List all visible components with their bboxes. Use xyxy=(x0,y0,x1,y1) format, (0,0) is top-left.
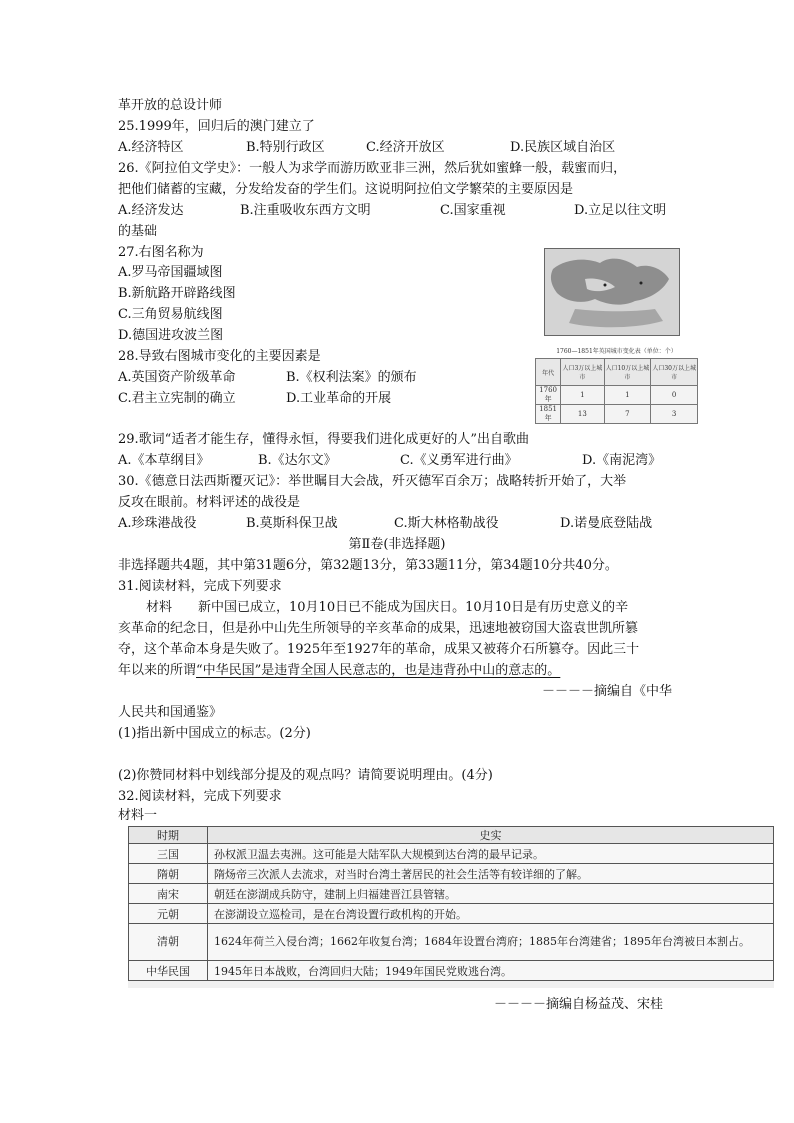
table-row xyxy=(129,924,774,961)
table-header-row xyxy=(129,827,774,844)
table-cell: 7 xyxy=(604,405,651,424)
table-row xyxy=(129,884,774,904)
question-32: 32.阅读材料，完成下列要求 xyxy=(118,789,282,804)
table-row xyxy=(129,904,774,924)
question-27: 27.右图名称为 xyxy=(118,245,204,260)
table-header: 人口10万以上城市 xyxy=(604,359,651,386)
table-header: 时期 xyxy=(129,827,208,844)
option-27-c: C.三角贸易航线图 xyxy=(118,307,223,322)
table-header-row xyxy=(536,359,698,386)
option-26-b: B.注重吸收东西方文明 xyxy=(240,203,371,218)
option-28-a: A.英国资产阶级革命 xyxy=(118,370,236,385)
question-26-cont: 把他们储蓄的宝藏，分发给发奋的学生们。这说明阿拉伯文学繁荣的主要原因是 xyxy=(118,182,574,197)
question-31: 31.阅读材料，完成下列要求 xyxy=(118,579,282,594)
option-25-c: C.经济开放区 xyxy=(366,140,445,155)
option-29-b: B.《达尔文》 xyxy=(258,453,337,468)
table-cell: 1 xyxy=(604,386,651,405)
table-cell: 13 xyxy=(561,405,604,424)
table-row xyxy=(536,386,698,405)
underlined-text: “中华民国”是违背全国人民意志的，也是违背孙中山的意志的。 xyxy=(196,663,561,678)
table-cell: 南宋 xyxy=(129,884,208,904)
option-30-a: A.珍珠港战役 xyxy=(118,516,197,531)
option-28-c: C.君主立宪制的确立 xyxy=(118,391,236,406)
option-27-a: A.罗马帝国疆域图 xyxy=(118,265,223,280)
table-cell: 1760年 xyxy=(536,386,561,405)
option-27-d: D.德国进攻波兰图 xyxy=(118,328,224,343)
option-25-a: A.经济特区 xyxy=(118,140,184,155)
sub-question-2: (2)你赞同材料中划线部分提及的观点吗？请简要说明理由。(4分) xyxy=(118,768,493,783)
table-cell: 隋朝 xyxy=(129,864,208,884)
option-25-d: D.民族区域自治区 xyxy=(510,140,616,155)
section-instructions: 非选择题共4题，其中第31题6分，第32题13分，第33题11分，第34题10分共40分。 xyxy=(118,558,618,573)
table-header: 人口3万以上城市 xyxy=(561,359,604,386)
question-26: 26.《阿拉伯文学史》：一般人为求学而游历欧亚非三洲，然后犹如蜜蜂一般，载蜜而归， xyxy=(118,161,627,176)
source-citation: －－－－摘编自《中华 xyxy=(542,684,673,699)
table-cell: 在澎湖设立巡检司，是在台湾设置行政机构的开始。 xyxy=(208,904,774,924)
table-cell: 3 xyxy=(651,405,698,424)
option-29-a: A.《本草纲目》 xyxy=(118,453,210,468)
table-cell: 元朝 xyxy=(129,904,208,924)
option-30-d: D.诺曼底登陆战 xyxy=(560,516,653,531)
option-26-d: D.立足以往文明 xyxy=(574,203,667,218)
table-cell: 孙权派卫温去夷洲。这可能是大陆军队大规模到达台湾的最早记录。 xyxy=(208,844,774,864)
table-cell: 1 xyxy=(561,386,604,405)
table-row xyxy=(536,405,698,424)
table-cell: 1624年荷兰入侵台湾；1662年收复台湾；1684年设置台湾府；1885年台湾建省；1895年台湾被日本割占。 xyxy=(208,924,774,961)
source-citation: －－－－摘编自杨益茂、宋桂 xyxy=(494,997,664,1012)
table-cell: 清朝 xyxy=(129,924,208,961)
table-cell: 0 xyxy=(651,386,698,405)
question-30: 30.《德意日法西斯覆灭记》：举世瞩目大会战，歼灭德军百余万；战略转折开始了，大举 xyxy=(118,474,627,489)
material-text: 年以来的所谓 xyxy=(118,663,197,678)
option-29-d: D.《南泥湾》 xyxy=(582,453,662,468)
city-change-table xyxy=(535,346,698,434)
table-row xyxy=(129,844,774,864)
map-figure xyxy=(544,248,680,336)
sub-question-1: (1)指出新中国成立的标志。(2分) xyxy=(118,726,311,741)
table-cell: 隋炀帝三次派人去流求，对当时台湾土著居民的社会生活等有较详细的了解。 xyxy=(208,864,774,884)
question-30-cont: 反攻在眼前。材料评述的战役是 xyxy=(118,495,301,510)
material-text: 材料 新中国已成立，10月10日已不能成为国庆日。10月10日是有历史意义的辛 xyxy=(146,600,629,615)
option-26-c: C.国家重视 xyxy=(440,203,506,218)
option-25-b: B.特别行政区 xyxy=(246,140,325,155)
option-30-b: B.莫斯科保卫战 xyxy=(246,516,338,531)
option-27-b: B.新航路开辟路线图 xyxy=(118,286,236,301)
option-30-c: C.斯大林格勒战役 xyxy=(394,516,499,531)
material-text: 夺，这个革命本身是失败了。1925年至1927年的革命，成果又被蒋介石所篡夺。因此三十 xyxy=(118,642,640,657)
source-citation-cont: 人民共和国通鉴》 xyxy=(118,705,223,720)
question-28: 28.导致右图城市变化的主要因素是 xyxy=(118,349,321,364)
table-caption: 1760—1851年英国城市变化表（单位：个） xyxy=(556,348,677,355)
material-text: 亥革命的纪念日，但是孙中山先生所领导的辛亥革命的成果，迅速地被窃国大盗袁世凯所篡 xyxy=(118,621,639,636)
table-cell: 1851年 xyxy=(536,405,561,424)
question-25: 25.1999年，回归后的澳门建立了 xyxy=(118,119,315,134)
city-table xyxy=(535,358,698,424)
section-title: 第Ⅱ卷(非选择题) xyxy=(348,537,446,552)
material-label: 材料一 xyxy=(118,808,158,823)
option-29-c: C.《义勇军进行曲》 xyxy=(400,453,518,468)
text-line: 的基础 xyxy=(118,224,158,239)
map-image xyxy=(545,249,679,335)
taiwan-history-table xyxy=(128,826,774,988)
table-row xyxy=(129,961,774,981)
table-header: 年代 xyxy=(536,359,561,386)
material-text-line xyxy=(118,662,560,680)
table-cell: 1945年日本战败，台湾回归大陆；1949年国民党败逃台湾。 xyxy=(208,961,774,981)
table-header: 人口30万以上城市 xyxy=(651,359,698,386)
table-cell: 朝廷在澎湖成兵防守，建制上归福建晋江县管辖。 xyxy=(208,884,774,904)
table-row xyxy=(129,864,774,884)
question-29: 29.歌词“适者才能生存，懂得永恒，得要我们进化成更好的人”出自歌曲 xyxy=(118,432,529,447)
option-26-a: A.经济发达 xyxy=(118,203,184,218)
text-line: 革开放的总设计师 xyxy=(118,98,223,113)
option-28-b: B.《权利法案》的颁布 xyxy=(286,370,417,385)
history-table xyxy=(128,826,774,981)
table-cell: 中华民国 xyxy=(129,961,208,981)
table-cell: 三国 xyxy=(129,844,208,864)
table-header: 史实 xyxy=(208,827,774,844)
option-28-d: D.工业革命的开展 xyxy=(286,391,392,406)
